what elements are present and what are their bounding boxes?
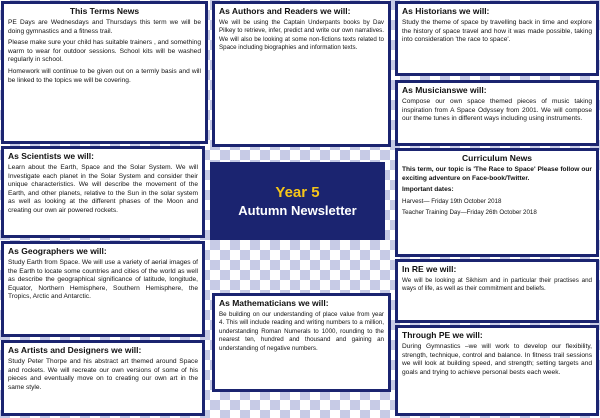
pe-paragraph: During Gymnastics –we will work to develop our flexibility, strength, technique, control and balance. In fitness trail sessions we will look at building speed, and strength; setting targets and goals and trying to achieve personal bests each week. [402, 343, 592, 376]
mathematicians-panel [212, 293, 391, 392]
mathematicians-title: As Mathematicians we will: [219, 298, 329, 308]
geographers-paragraph: Study Earth from Space. We will use a variety of aerial images of the Earth to locate some countries and cities of the world as well as describe the geographical significance of latitude, longitude, Equator, Northern Hemisphere, Southern Hemisphere, the Tropics, Arctic and Antarctic. [8, 259, 198, 301]
re-title: In RE we will: [402, 264, 457, 274]
important-date-item: Teacher Training Day—Friday 26th October 2018 [402, 209, 537, 217]
musicians-title: As Musicianswe will: [402, 85, 487, 95]
authors-readers-title: As Authors and Readers we will: [219, 6, 351, 16]
scientists-title: As Scientists we will: [8, 151, 94, 161]
authors-readers-paragraph: We will be using the Captain Underpants books by Dav Pilkey to retrieve, infer, predict and write our own narratives. We will also be looking at some non-fictions texts related to Space including biographies and information texts. [219, 19, 384, 52]
re-paragraph: We will be looking at Sikhism and in particular their practises and ways of life, as well as their commitment and beliefs. [402, 277, 592, 293]
this-terms-news-title: This Terms News [69, 6, 140, 16]
this-terms-news-paragraph: Please make sure your child has suitable trainers , and something warm to wear for outdoor sessions. School kits will be washed regularly in school. [8, 39, 201, 64]
banner-subtitle: Autumn Newsletter [238, 202, 357, 218]
curriculum-news-title: Curriculum News [462, 153, 532, 163]
curriculum-news-panel [395, 148, 599, 257]
pe-panel [395, 325, 599, 416]
authors-readers-panel [212, 1, 391, 147]
historians-title: As Historians we will: [402, 6, 490, 16]
geographers-title: As Geographers we will: [8, 246, 107, 256]
banner-year: Year 5 [275, 183, 320, 201]
historians-panel [395, 1, 599, 76]
important-date-item: Harvest— Friday 19th October 2018 [402, 197, 502, 205]
mathematicians-paragraph: Be building on our understanding of place value from year 4. This will include reading and writing numbers to a million, understanding Roman Numerals to 1000, rounding to the nearest ten, hundred and thousand and gaining an understanding of negative numbers. [219, 311, 384, 352]
pe-title: Through PE we will: [402, 330, 483, 340]
geographers-panel [1, 241, 205, 337]
scientists-paragraph: Learn about the Earth, Space and the Solar System. We will Investigate each planet in the Solar System and consider their unique characteristics. We will describe the movement of the Earth, and other planets, relative to the Sun in the solar system as well as looking at the different phases of the Moon and creating our own air powered rockets. [8, 164, 198, 214]
scientists-panel [1, 146, 205, 238]
newsletter-banner [210, 162, 385, 240]
musicians-panel [395, 80, 599, 146]
this-terms-news-panel [1, 1, 208, 144]
artists-designers-panel [1, 340, 205, 416]
re-panel [395, 259, 599, 323]
this-terms-news-paragraph: Homework will continue to be given out on a termly basis and will be linked to the topics we will be covering. [8, 67, 201, 84]
artists-designers-paragraph: Study Peter Thorpe and his abstract art themed around Space and rockets. We will recreate our own versions of some of his pieces and eventually move on to creating our own art in the same style. [8, 358, 198, 391]
artists-designers-title: As Artists and Designers we will: [8, 345, 142, 355]
important-dates-heading: Important dates: [402, 186, 454, 194]
curriculum-topic-line: This term, our topic is 'The Race to Space' Please follow our exciting adventure on Face-book/Twitter. [402, 166, 592, 182]
musicians-paragraph: Compose our own space themed pieces of music taking inspiration from A Space Odyssey from 2001. We will compose our theme tunes in different ways including using instruments. [402, 98, 592, 123]
historians-paragraph: Study the theme of space by travelling back in time and explore the history of space travel and how it was made possible, taking into consideration 'the race to space'. [402, 19, 592, 44]
this-terms-news-paragraph: PE Days are Wednesdays and Thursdays this term we will be doing gymnastics and a fitness trail. [8, 19, 201, 35]
